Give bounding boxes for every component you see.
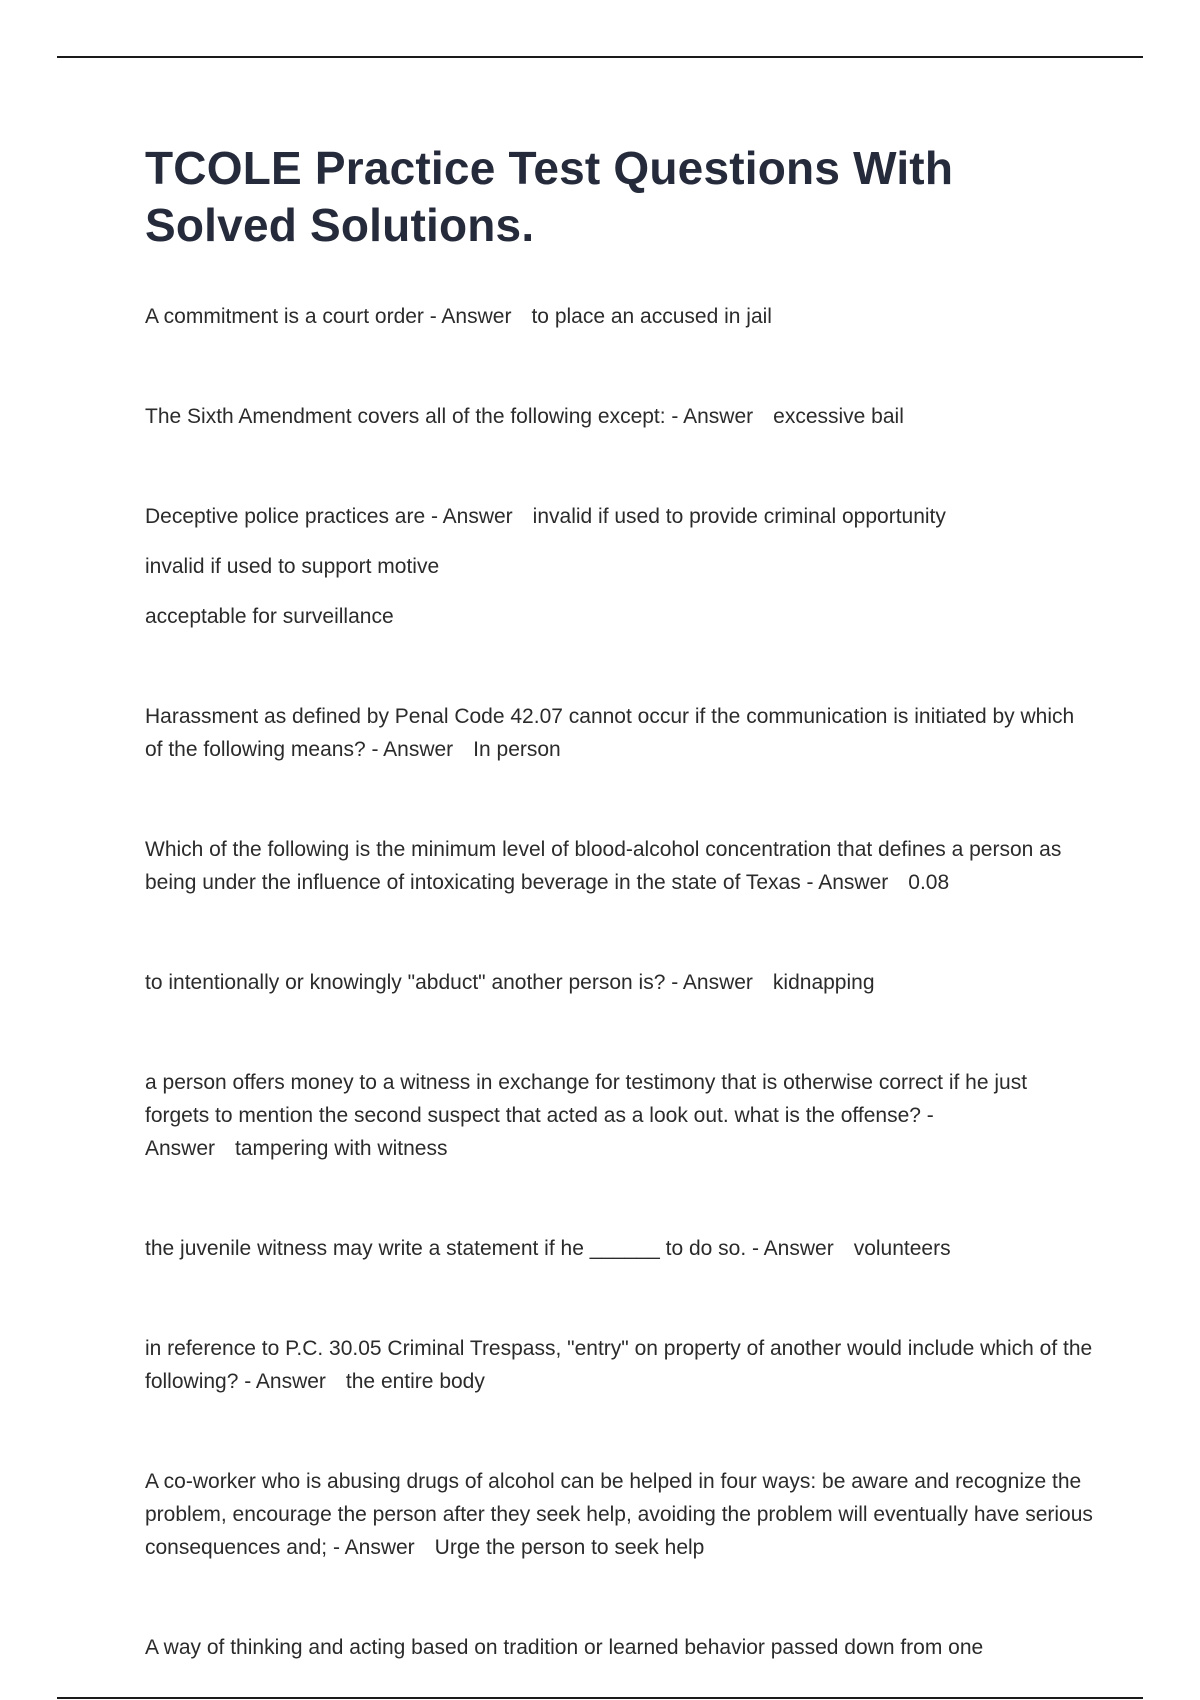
- qa-item: [145, 1332, 1095, 1398]
- question-text: A way of thinking and acting based on tradition or learned behavior passed down from one: [145, 1636, 984, 1659]
- question-text: Deceptive police practices are - Answer: [145, 505, 513, 528]
- answer-continuation: invalid if used to support motive: [145, 555, 440, 578]
- qa-item: [145, 400, 1095, 433]
- qa-item: [145, 300, 1095, 333]
- question-text: Which of the following is the minimum level of blood-alcohol concentration that defines a person as being under the influence of intoxicating beverage in the state of Texas - Answer: [145, 838, 1062, 894]
- bottom-rule: [57, 1697, 1143, 1699]
- answer-text: invalid if used to provide criminal opportunity: [532, 505, 946, 528]
- question-text: The Sixth Amendment covers all of the following except: - Answer: [145, 405, 754, 428]
- answer-text: the entire body: [345, 1370, 485, 1393]
- qa-item: [145, 500, 1095, 633]
- top-rule: [57, 56, 1143, 58]
- answer-text: In person: [473, 738, 561, 761]
- answer-text: Urge the person to seek help: [434, 1536, 705, 1559]
- qa-item: [145, 1232, 1095, 1265]
- qa-item: [145, 700, 1095, 766]
- question-text: Harassment as defined by Penal Code 42.07 cannot occur if the communication is initiated by which of the following means? - Answer: [145, 705, 1075, 761]
- answer-text: volunteers: [853, 1237, 951, 1260]
- question-text: a person offers money to a witness in exchange for testimony that is otherwise correct if he just forgets to mention the second suspect that acted as a look out. what is the offense? - Answer: [145, 1071, 1028, 1160]
- answer-continuation: acceptable for surveillance: [145, 605, 394, 628]
- qa-item: [145, 1465, 1095, 1564]
- document-content: [145, 140, 1095, 1664]
- document-title: TCOLE Practice Test Questions With Solved Solutions.: [145, 142, 954, 251]
- answer-text: excessive bail: [773, 405, 904, 428]
- question-text: A commitment is a court order - Answer: [145, 305, 512, 328]
- question-text: A co-worker who is abusing drugs of alcohol can be helped in four ways: be aware and recognize the problem, encourage the person after they seek help, avoiding the problem will eventually have serious consequences and; - Answer: [145, 1470, 1093, 1559]
- answer-text: kidnapping: [772, 971, 875, 994]
- answer-text: 0.08: [908, 871, 950, 894]
- question-text: the juvenile witness may write a statement if he ______ to do so. - Answer: [145, 1237, 834, 1260]
- answer-text: tampering with witness: [235, 1137, 448, 1160]
- qa-item: [145, 833, 1095, 899]
- qa-item: [145, 1066, 1095, 1165]
- answer-text: to place an accused in jail: [531, 305, 772, 328]
- qa-item: [145, 1631, 1095, 1664]
- qa-item: [145, 966, 1095, 999]
- question-text: in reference to P.C. 30.05 Criminal Trespass, "entry" on property of another would include which of the following? - Answer: [145, 1337, 1093, 1393]
- question-text: to intentionally or knowingly "abduct" another person is? - Answer: [145, 971, 753, 994]
- qa-list: [145, 300, 1095, 1664]
